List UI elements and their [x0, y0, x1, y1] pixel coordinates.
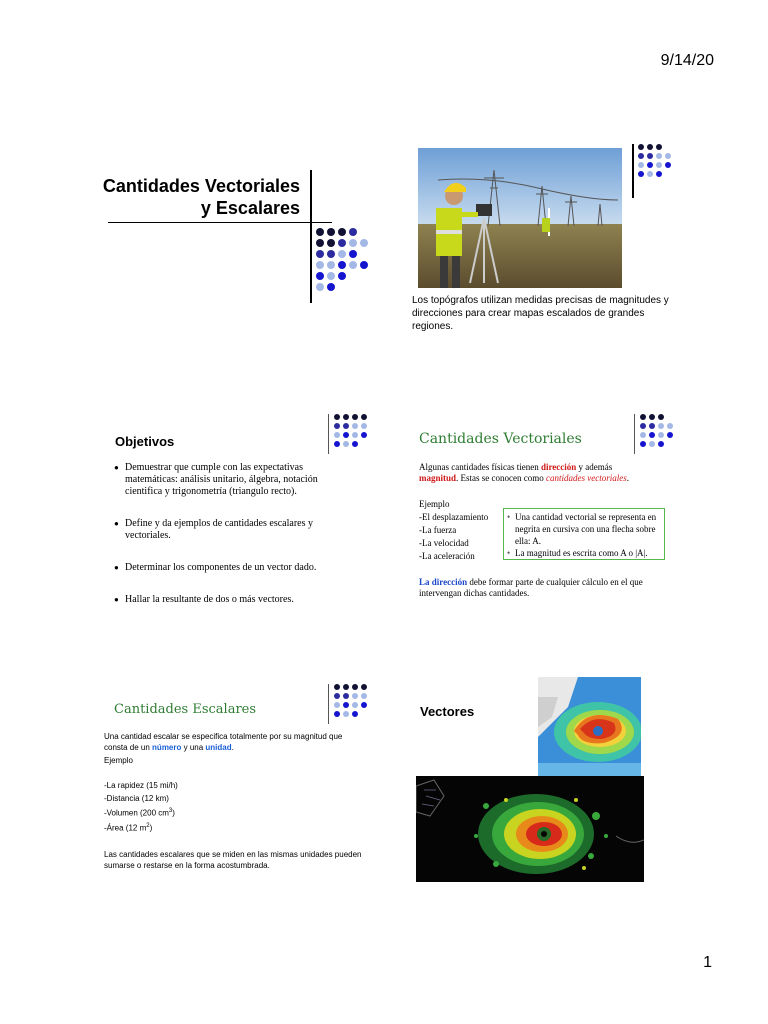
hurricane-radar-image — [416, 776, 644, 882]
slide5-body — [104, 731, 366, 871]
example-item: -La rapidez (15 mi/h) — [104, 781, 178, 790]
intro-text: y además — [576, 462, 613, 472]
slide6-title: Vectores — [420, 704, 475, 719]
slide1-divider-horizontal — [108, 222, 332, 223]
slide1-title-line2: y Escalares — [200, 198, 300, 218]
page-date: 9/14/20 — [660, 52, 714, 69]
slide5-divider — [328, 684, 329, 724]
slide3-title: Objetivos — [115, 434, 175, 449]
page-number: 1 — [703, 954, 712, 971]
direction-rest: debe formar parte de cualquier cálculo en el que intervengan dichas cantidades. — [419, 577, 643, 598]
slide4-divider — [634, 414, 635, 454]
surveyor-photo-icon — [418, 148, 622, 288]
ex-text: -Área (12 m — [104, 823, 147, 833]
hurricane-map-image — [538, 677, 641, 777]
slide4-title: Cantidades Vectoriales — [419, 431, 582, 447]
slide3-divider — [328, 414, 329, 454]
example-item: -Distancia (12 km) — [104, 794, 169, 803]
objective-item: ● Determinar los componentes de un vector dado. — [114, 562, 346, 574]
slide4-intro — [419, 462, 649, 484]
intro-magnitude: magnitud — [419, 473, 457, 483]
notation-line: • La magnitud es escrita como A o |A|. — [507, 547, 661, 559]
example-item: -La fuerza — [419, 525, 457, 535]
objectives-list — [114, 462, 346, 626]
slide5-dot-grid — [334, 684, 377, 718]
slide1-title — [60, 175, 300, 219]
objective-item: ● Define y da ejemplos de cantidades escalares y vectoriales. — [114, 518, 346, 542]
objective-item: ● Demuestrar que cumple con las expectativas matemáticas: análisis unitario, álgebra, notación cientifica y trigonometría (triangulo recto). — [114, 462, 346, 498]
def-number: número — [152, 743, 182, 752]
hurricane-map-icon — [538, 677, 641, 777]
intro-direction: dirección — [540, 462, 577, 472]
example-label: Ejemplo — [104, 756, 133, 765]
hurricane-radar-icon — [416, 776, 644, 882]
scalar-note: Las cantidades escalares que se miden en las mismas unidades pueden sumarse o restarse en la forma acostumbrada. — [104, 850, 362, 871]
direction-strong: La dirección — [419, 577, 468, 587]
intro-text: Algunas cantidades físicas tienen — [419, 462, 541, 472]
slide1-title-line1: Cantidades Vectoriales — [102, 176, 300, 196]
intro-text: . — [626, 473, 629, 483]
example-item: -La velocidad — [419, 538, 469, 548]
ex-sup: 2 — [146, 822, 150, 829]
intro-text: . Estas se conocen como — [456, 473, 546, 483]
ex-text: ) — [172, 808, 175, 818]
example-label: Ejemplo — [419, 499, 450, 509]
slide3-dot-grid — [334, 414, 377, 448]
slide5-title: Cantidades Escalares — [114, 702, 257, 717]
slide2-caption: Los topógrafos utilizan medidas precisas de magnitudes y direcciones para crear mapas escalados de grandes regiones. — [412, 295, 669, 332]
ex-text: ) — [149, 823, 153, 833]
slide1-divider-vertical — [310, 170, 312, 303]
def-unit: unidad — [205, 743, 232, 752]
def-text: y una — [181, 743, 206, 752]
intro-vector-quantities: cantidades vectoriales — [546, 473, 627, 483]
vector-notation-box — [503, 508, 665, 560]
example-item — [104, 821, 366, 834]
slide4-dot-grid — [640, 414, 683, 448]
ex-text: -Volumen (200 cm — [104, 808, 169, 818]
ex-sup: 3 — [168, 808, 173, 814]
def-text: . — [231, 743, 234, 752]
slide2-divider — [632, 144, 634, 198]
slide1-dot-grid — [316, 228, 369, 292]
example-item: -La aceleración — [419, 551, 475, 561]
example-item: -El desplazamiento — [419, 512, 489, 522]
example-item — [104, 806, 366, 819]
notation-line: • Una cantidad vectorial se representa en negrita en cursiva con una flecha sobre ella: A. — [507, 511, 661, 547]
scalar-definition — [104, 731, 366, 753]
objective-item: ● Hallar la resultante de dos o más vectores. — [114, 594, 346, 606]
def-text: Una cantidad escalar se especifica totalmente por su magnitud que consta de un — [104, 732, 343, 752]
slide2-dot-grid — [638, 144, 681, 178]
slide4-direction-note — [419, 577, 659, 599]
slide4-examples — [419, 498, 488, 563]
surveyor-photo — [418, 148, 622, 288]
